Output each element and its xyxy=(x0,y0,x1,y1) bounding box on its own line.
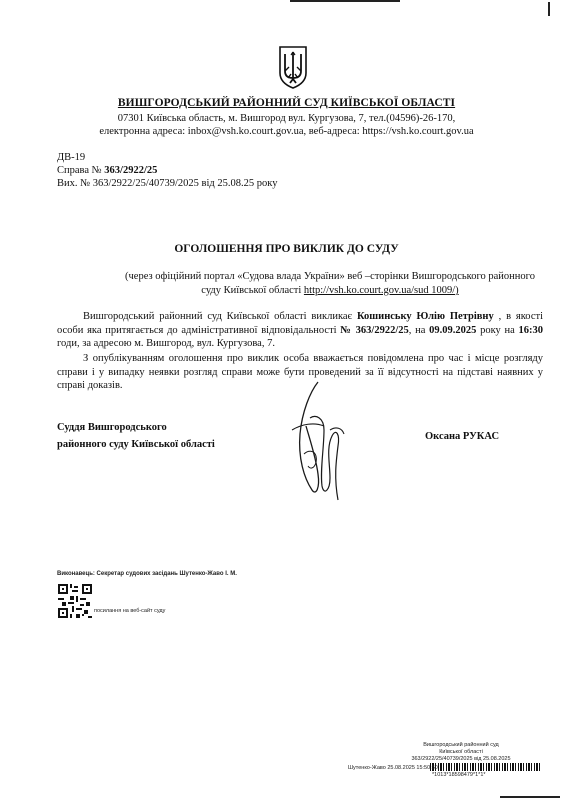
barcode xyxy=(430,763,540,771)
summons-text-1: Вишгородський районний суд Київської області викликає xyxy=(83,311,357,322)
notice-title: ОГОЛОШЕННЯ ПРО ВИКЛИК ДО СУДУ xyxy=(174,243,399,255)
judge-role-line-1: Суддя Вишгородського xyxy=(57,422,167,433)
outgoing-number: Вих. № 363/2922/25/40739/2025 від 25.08.25 року xyxy=(57,178,278,189)
case-number: 363/2922/25 xyxy=(104,165,158,176)
hearing-time: 16:30 xyxy=(518,324,544,336)
qr-code[interactable] xyxy=(58,584,92,618)
stamp-court: Вишгородський районний суд xyxy=(423,742,499,748)
scan-artifact xyxy=(290,0,400,2)
summons-text-3: , на xyxy=(408,324,430,336)
judge-role xyxy=(57,419,215,453)
summons-text-5: годи, за адресою м. Вишгород, вул. Кургузова, 7. xyxy=(57,338,275,349)
notice-subtitle xyxy=(120,270,540,298)
court-website-link[interactable]: http://vsh.ko.court.gov.ua/sud 1009/) xyxy=(303,285,459,296)
summons-paragraph xyxy=(57,310,543,351)
hearing-date: 09.09.2025 xyxy=(429,324,477,336)
summons-text-4: року на xyxy=(476,324,519,336)
summoned-person-name: Кошинську Юлію Петрівну xyxy=(356,311,494,322)
judge-name: Оксана РУКАС xyxy=(425,431,500,442)
scan-artifact xyxy=(500,796,560,798)
stamp-region: Київської області xyxy=(439,749,483,755)
stamp-signer: Шутенко-Жаво 25.08.2025 15:50:50 xyxy=(348,765,438,771)
court-address: 07301 Київська область, м. Вишгород вул. Кургузова, 7, тел.(04596)-26-170, xyxy=(117,113,456,124)
case-label: Справа № xyxy=(57,165,105,176)
case-line xyxy=(57,164,157,177)
court-name: ВИШГОРОДСЬКИЙ РАЙОННИЙ СУД КИЇВСЬКОЇ ОБЛАСТІ xyxy=(117,97,456,109)
qr-caption: посилання на веб-сайт суду xyxy=(94,608,166,614)
notice-paragraph: З опублікуванням оголошення про виклик особа вважається повідомлена про час і місце розгляду справи і у випадку неявки розгляд справи може бути проведений за її відсутності на підставі наявних у справі доказів. xyxy=(57,353,543,391)
scan-artifact xyxy=(548,2,550,16)
form-code: ДВ-19 xyxy=(57,152,86,163)
summons-case-number: № 363/2922/25 xyxy=(340,324,409,336)
judge-role-line-2: районного суду Київської області xyxy=(57,439,215,450)
handwritten-signature xyxy=(280,378,360,508)
executor-line: Виконавець: Секретар судових засідань Шутенко-Жаво І. М. xyxy=(57,571,237,577)
coat-of-arms-icon xyxy=(278,45,308,90)
stamp-number: 363/2922/25/40739/2025 від 25.08.2025 xyxy=(411,756,511,762)
stamp-code: *1013*18598479*1*1* xyxy=(432,772,486,778)
notice-subtitle-text: (через офіційний портал «Судова влада України» веб –сторінки Вишгородського районного суду Київської області xyxy=(125,271,535,296)
summons-text-2: , в якості особи яка притягається до адміністративної відповідальності xyxy=(57,311,543,336)
court-contacts: електронна адреса: inbox@vsh.ko.court.gov.ua, веб-адреса: https://vsh.ko.court.gov.ua xyxy=(99,126,474,137)
registration-stamp xyxy=(386,742,536,763)
